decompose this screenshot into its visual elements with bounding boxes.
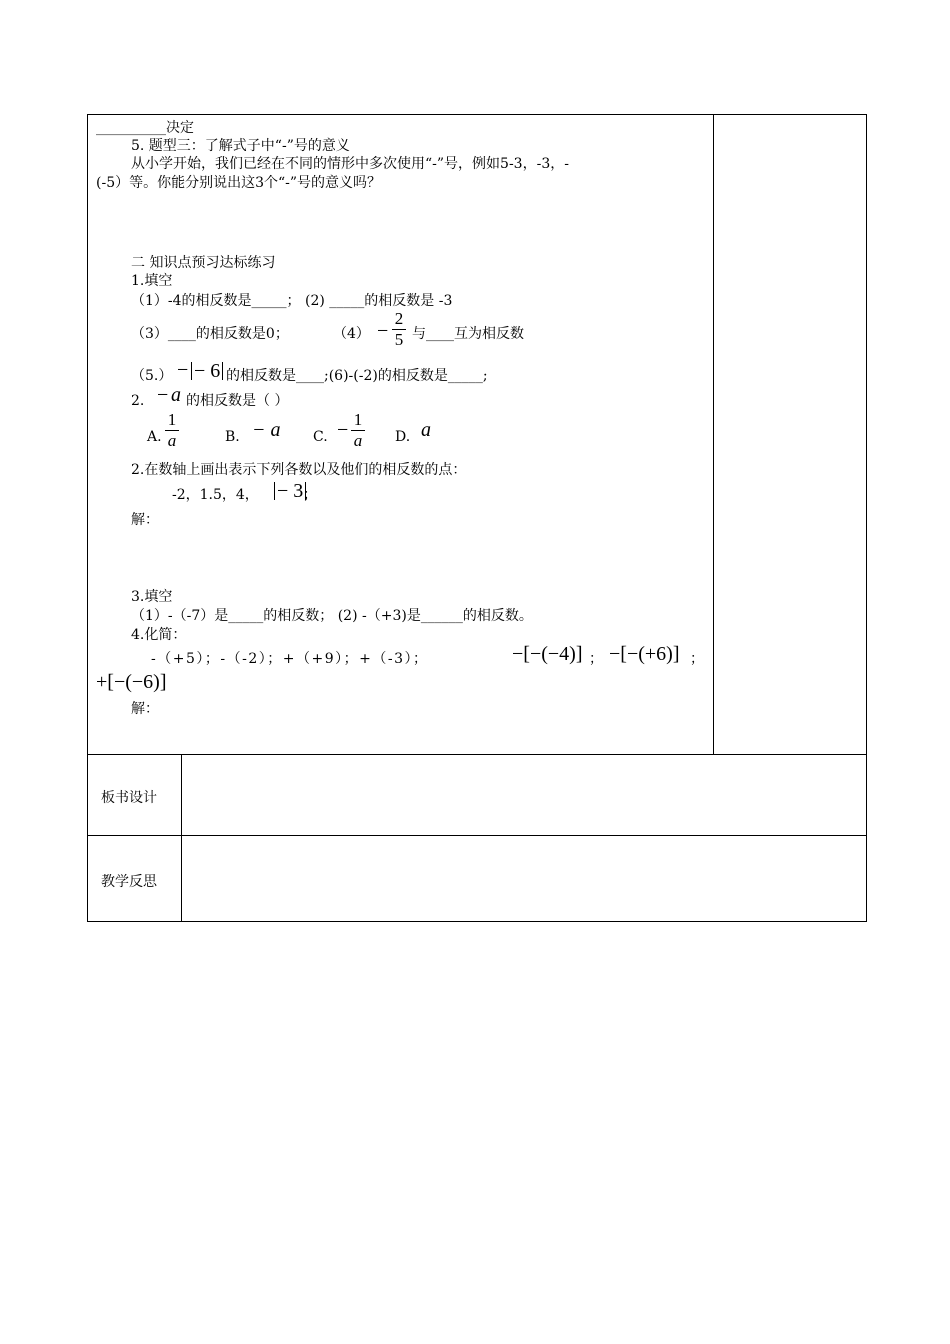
q1-title: 1.填空 — [131, 273, 173, 289]
q1-row2-part-a: （3）____的相反数是0； — [131, 326, 289, 342]
row-divider-1 — [87, 754, 867, 755]
q5-title: 4.化简： — [131, 627, 187, 643]
q2-text: 的相反数是（ ） — [186, 393, 289, 409]
q2-option-d-label: D. — [395, 429, 411, 445]
q2-number: 2. — [131, 393, 145, 409]
q3-answer: 解： — [131, 512, 159, 528]
row-divider-2 — [87, 835, 867, 836]
table-border-left — [87, 114, 88, 922]
q1-row2-fraction — [392, 310, 406, 349]
q3-semicolon: ； — [303, 487, 317, 503]
q1-row2-part-c: 与____互为相反数 — [412, 326, 524, 342]
q5-row1: -（+5）；-（-2）；+（+9）；+（-3）； — [151, 651, 429, 667]
board-design-label: 板书设计 — [101, 790, 157, 806]
fraction-numerator: 1 — [353, 410, 363, 429]
q2-option-d-value: a — [421, 419, 431, 441]
q1-row3-part-b: 的相反数是____;(6)-(-2)的相反数是_____; — [226, 368, 488, 384]
q5-expression-2: −[−(+6)] — [609, 643, 680, 665]
decide-line: __________决定 — [96, 120, 194, 136]
q3-values: -2，1.5，4， — [172, 487, 259, 503]
table-border-top — [87, 114, 867, 115]
q1-row2-minus: − — [377, 320, 389, 342]
item5-text-2: (-5）等。你能分别说出这3个“-”号的意义吗？ — [96, 175, 382, 191]
table-border-bottom — [87, 921, 867, 922]
fraction-denominator: a — [167, 431, 177, 450]
teaching-reflection-label: 教学反思 — [101, 874, 157, 890]
q5-answer: 解： — [131, 701, 159, 717]
label-column-divider — [181, 754, 182, 922]
q2-option-c-minus: − — [337, 419, 349, 441]
q4-title: 3.填空 — [131, 589, 173, 605]
top-cell-divider — [713, 114, 714, 755]
q2-option-c-label: C. — [313, 429, 328, 445]
section2-title: 二 知识点预习达标练习 — [131, 255, 276, 271]
q4-text: （1）-（-7）是_____的相反数； (2) -（+3)是______的相反数。 — [131, 608, 533, 624]
q5-expression-3: +[−(−6)] — [96, 671, 167, 693]
q2-option-b-value: − a — [252, 419, 281, 441]
q5-expression-1: −[−(−4)] — [512, 643, 583, 665]
fraction-numerator: 2 — [394, 309, 404, 328]
q5-separator-1: ； — [589, 651, 603, 667]
q2-option-a-fraction — [165, 411, 179, 450]
q2-option-c-fraction — [351, 411, 365, 450]
q3-absolute-value: − 3 — [274, 482, 306, 500]
q1-row2-part-b: （4） — [333, 326, 370, 342]
q2-option-b-label: B. — [225, 429, 240, 445]
q2-minus: − — [157, 384, 169, 406]
table-border-right — [866, 114, 867, 922]
fraction-denominator: 5 — [394, 330, 404, 349]
q1-row3-minus: − — [177, 359, 189, 381]
fraction-denominator: a — [353, 431, 363, 450]
fraction-numerator: 1 — [167, 410, 177, 429]
q1-row3-absolute-value: − 6 — [191, 362, 223, 380]
item5-text-1: 从小学开始，我们已经在不同的情形中多次使用“-”号，例如5-3，-3，- — [131, 156, 569, 172]
q5-separator-2: ； — [690, 651, 704, 667]
q3-title: 2.在数轴上画出表示下列各数以及他们的相反数的点： — [131, 462, 467, 478]
q2-option-a-label: A. — [147, 429, 162, 445]
q1-row1: （1）-4的相反数是_____； (2) _____的相反数是 -3 — [131, 293, 453, 309]
q1-row3-part-a: （5.） — [131, 368, 173, 384]
q2-variable: a — [171, 384, 181, 406]
item5-title: 5. 题型三：了解式子中“-”号的意义 — [131, 138, 350, 154]
